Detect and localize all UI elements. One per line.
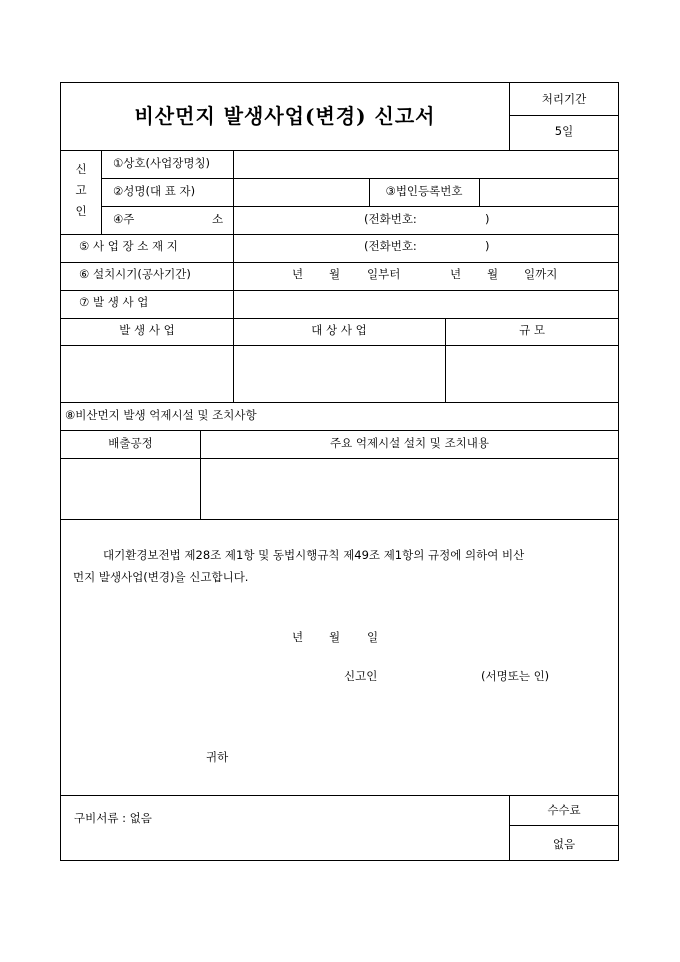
corporate-registration-label: ③법인등록번호 xyxy=(385,184,463,198)
reporter-label: 신고인 xyxy=(344,669,378,683)
address-phone-close: ) xyxy=(485,212,490,226)
divider xyxy=(61,519,619,520)
company-name-label: ①상호(사업장명칭) xyxy=(113,156,211,170)
suppression-header-process: 배출공정 xyxy=(108,436,153,450)
recipient-label: 귀하 xyxy=(206,750,229,764)
scale-field[interactable] xyxy=(446,346,619,402)
business-label: ⑦ 발 생 사 업 xyxy=(79,295,149,309)
site-phone-close: ) xyxy=(485,239,490,253)
address-field[interactable] xyxy=(234,207,619,234)
divider xyxy=(61,402,619,403)
site-location-label: ⑤ 사 업 장 소 재 지 xyxy=(79,239,178,253)
site-location-field[interactable] xyxy=(234,235,619,262)
period-day-to: 일까지 xyxy=(524,267,558,281)
applicant-group-label-2: 고 xyxy=(75,183,87,197)
declaration-text-line1: 대기환경보전법 제28조 제1항 및 동법시행규칙 제49조 제1항의 규정에 의하여 비산 xyxy=(103,548,525,562)
processing-period-value: 5일 xyxy=(554,124,574,138)
processing-period-label: 처리기간 xyxy=(541,92,587,106)
representative-name-field[interactable] xyxy=(234,179,369,206)
date-year: 년 xyxy=(292,630,304,644)
divider xyxy=(509,825,619,826)
address-label: ④주 xyxy=(113,212,135,226)
fee-value: 없음 xyxy=(552,837,576,851)
reporter-signature-field[interactable] xyxy=(391,663,476,687)
applicant-group-label-3: 인 xyxy=(75,204,87,218)
divider xyxy=(61,318,619,319)
period-month-from: 월 xyxy=(329,267,341,281)
site-phone-label: (전화번호: xyxy=(364,239,417,253)
report-form xyxy=(60,82,619,861)
address-label-end: 소 xyxy=(212,212,224,226)
divider xyxy=(101,150,102,234)
period-day-from: 일부터 xyxy=(367,267,401,281)
required-documents: 구비서류 : 없음 xyxy=(74,811,152,825)
suppression-header-measures: 주요 억제시설 설치 및 조치내용 xyxy=(329,436,490,450)
signature-label: (서명또는 인) xyxy=(481,669,550,683)
period-year-from: 년 xyxy=(292,267,304,281)
divider xyxy=(61,795,619,796)
occurring-business-field[interactable] xyxy=(62,346,233,402)
company-name-field[interactable] xyxy=(234,151,619,178)
period-month-to: 월 xyxy=(487,267,499,281)
divider xyxy=(61,430,619,431)
emission-process-field[interactable] xyxy=(62,459,200,519)
date-month: 월 xyxy=(329,630,341,644)
form-title: 비산먼지 발생사업(변경) 신고서 xyxy=(134,104,436,128)
declaration-text-line2: 먼지 발생사업(변경)을 신고합니다. xyxy=(73,570,249,584)
business-table-header-target: 대 상 사 업 xyxy=(311,323,367,337)
date-day: 일 xyxy=(367,630,379,644)
applicant-group-label-1: 신 xyxy=(75,162,87,176)
period-year-to: 년 xyxy=(450,267,462,281)
divider xyxy=(509,115,619,116)
divider xyxy=(61,262,619,263)
representative-name-label: ②성명(대 표 자) xyxy=(113,184,196,198)
target-business-field[interactable] xyxy=(234,346,445,402)
fee-label: 수수료 xyxy=(547,803,581,817)
suppression-section-label: ⑧비산먼지 발생 억제시설 및 조치사항 xyxy=(65,408,257,422)
address-phone-label: (전화번호: xyxy=(364,212,417,226)
installation-period-label: ⑥ 설치시기(공사기간) xyxy=(79,267,191,281)
suppression-measures-field[interactable] xyxy=(201,459,619,519)
business-field[interactable] xyxy=(234,291,619,318)
corporate-registration-field[interactable] xyxy=(480,179,619,206)
business-table-header-scale: 규 모 xyxy=(519,323,545,337)
business-table-header-occurring: 발 생 사 업 xyxy=(119,323,175,337)
